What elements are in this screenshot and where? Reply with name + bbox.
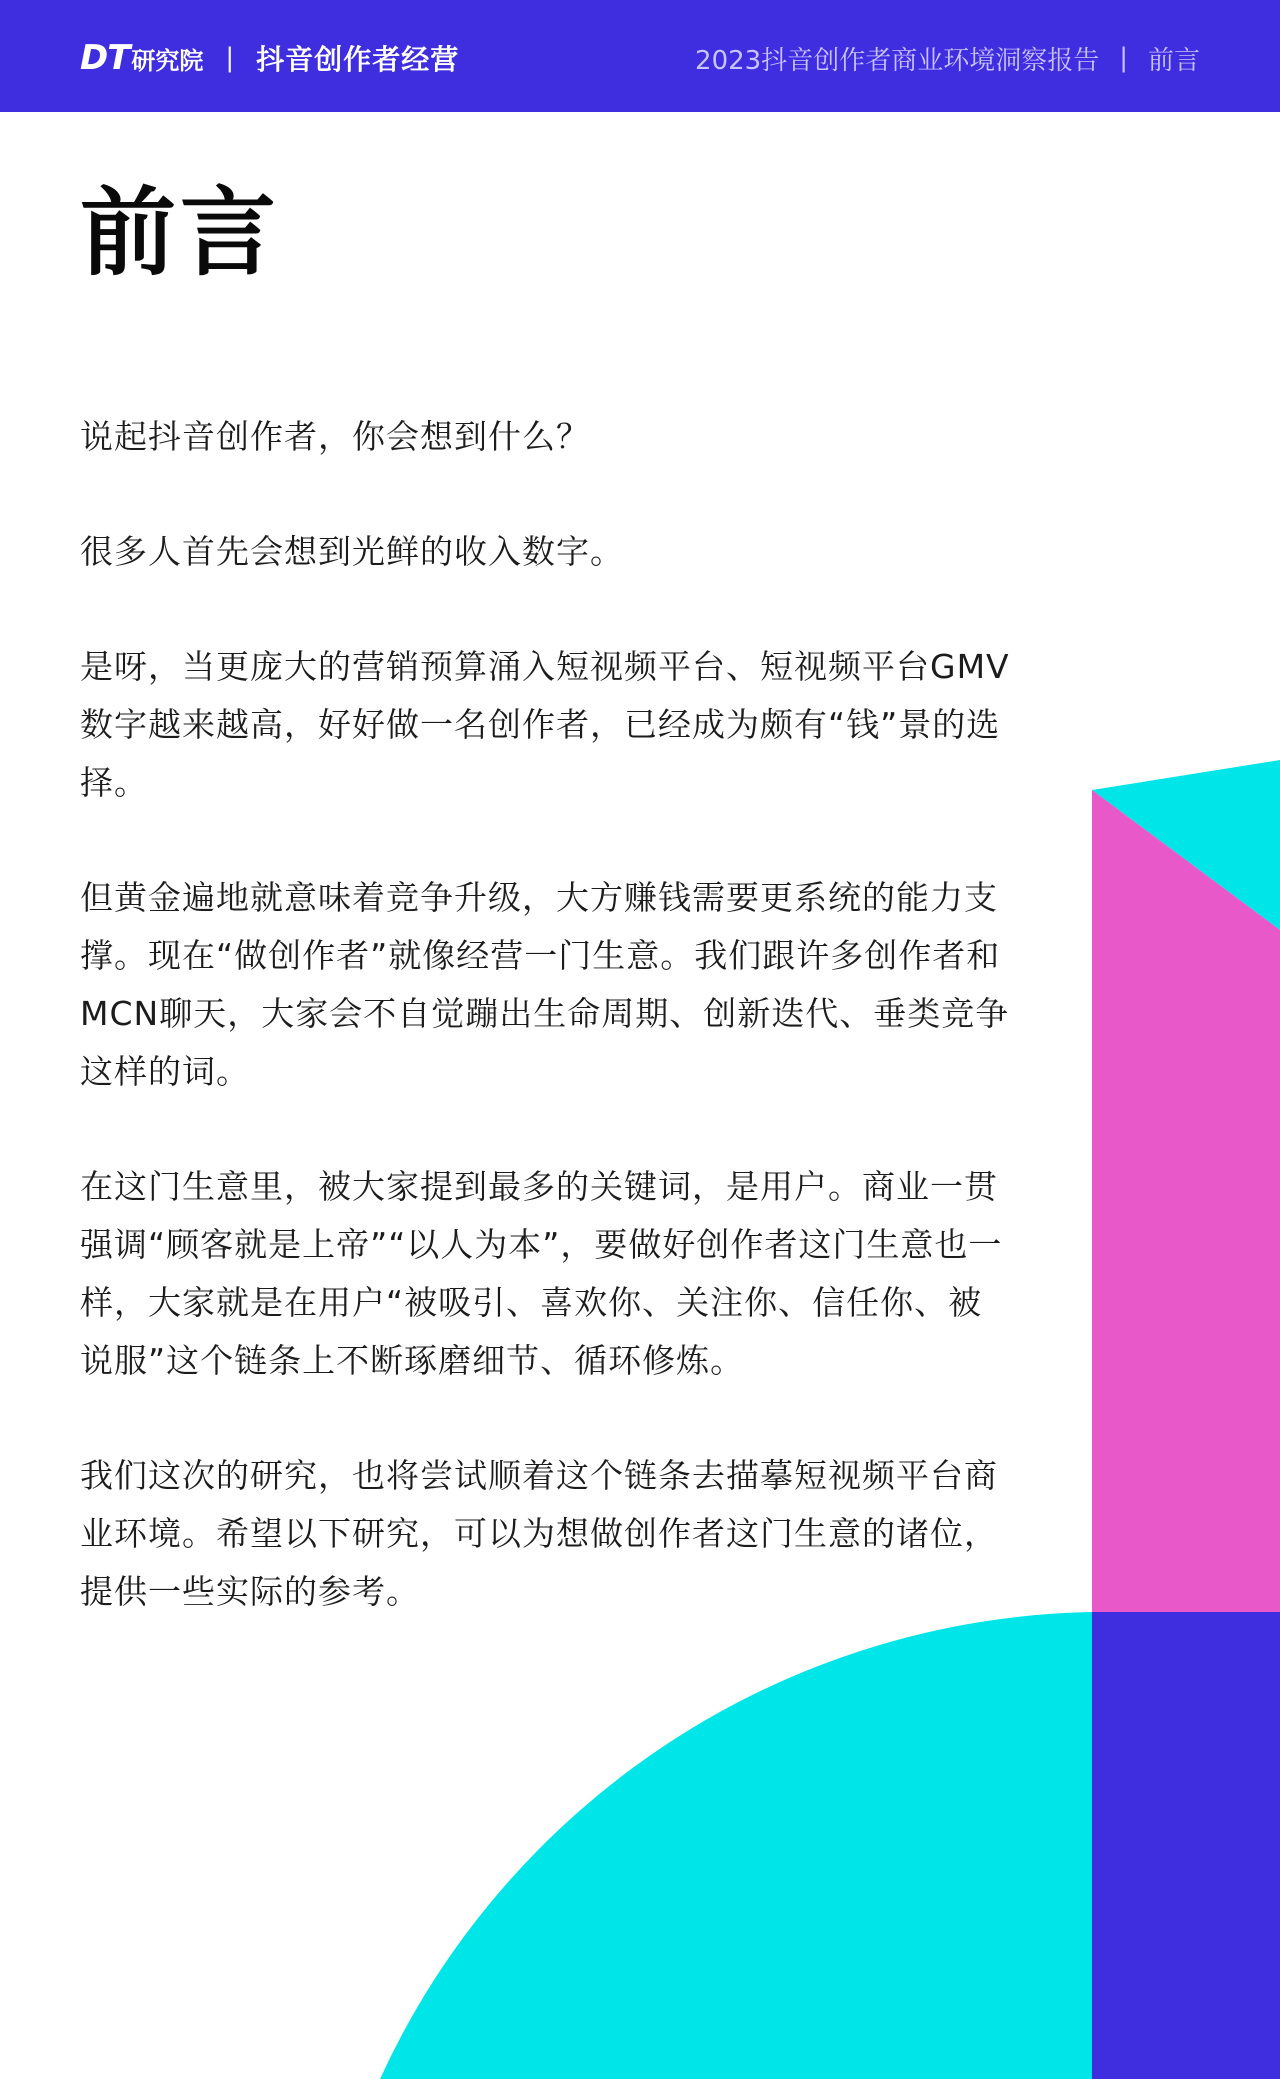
dt-logo <box>80 38 203 78</box>
section-name: 前言 <box>1147 45 1200 76</box>
preface-body <box>80 408 1010 1678</box>
brand-subtitle: 抖音创作者经营 <box>256 43 460 76</box>
brand-separator: | <box>225 43 235 73</box>
cyan-top-triangle <box>1092 760 1280 930</box>
paragraph: 是呀，当更庞大的营销预算涌入短视频平台、短视频平台GMV数字越来越高，好好做一名创作者，已经成为颇有“钱”景的选择。 <box>80 647 1010 802</box>
paragraph: 在这门生意里，被大家提到最多的关键词，是用户。商业一贯强调“顾客就是上帝”“以人为本”，要做好创作者这门生意也一样，大家就是在用户“被吸引、喜欢你、关注你、信任你、被说服”这个链条上不断琢磨细节、循环修炼。 <box>80 1167 1003 1380</box>
magenta-band <box>1092 790 1280 1640</box>
report-breadcrumb <box>695 38 1200 78</box>
paragraph: 很多人首先会想到光鲜的收入数字。 <box>80 532 624 571</box>
logo-mark: DT <box>80 38 130 78</box>
paragraph: 我们这次的研究，也将尝试顺着这个链条去描摹短视频平台商业环境。希望以下研究，可以为想做创作者这门生意的诸位，提供一些实际的参考。 <box>80 1456 998 1611</box>
paragraph: 但黄金遍地就意味着竞争升级，大方赚钱需要更系统的能力支撑。现在“做创作者”就像经营一门生意。我们跟许多创作者和MCN聊天，大家会不自觉蹦出生命周期、创新迭代、垂类竞争这样的词。 <box>80 878 1010 1091</box>
report-title: 2023抖音创作者商业环境洞察报告 <box>695 45 1100 76</box>
purple-block <box>1092 1612 1280 2079</box>
breadcrumb-separator: | <box>1119 43 1128 73</box>
paragraph: 说起抖音创作者，你会想到什么？ <box>80 417 590 456</box>
page-title: 前言 <box>80 177 280 289</box>
logo-text: 研究院 <box>131 47 204 75</box>
cyan-quarter-circle <box>380 1612 1092 2079</box>
top-header-bar <box>0 0 1280 112</box>
brand-group <box>80 38 459 78</box>
